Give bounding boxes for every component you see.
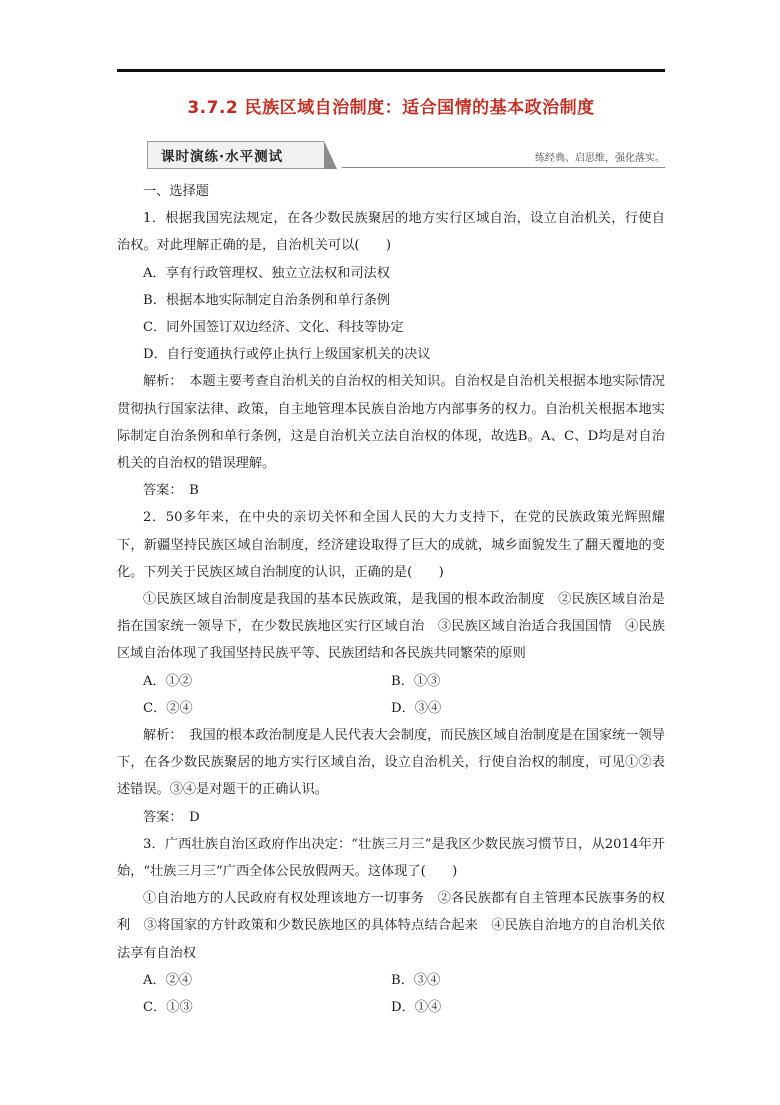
question-2-option-a: A．①②: [143, 673, 193, 689]
question-3-statements: ①自治地方的人民政府有权处理该地方一切事务 ②各民族都有自主管理本民族事务的权利 ③将国家的方针政策和少数民族地区的具体特点结合起来 ④民族自治地方的自治机关依法享有自治权: [117, 891, 665, 961]
question-3-stem: 3．广西壮族自治区政府作出决定：“壮族三月三”是我区少数民族习惯节日，从2014年开始，“壮族三月三”广西全体公民放假两天。这体现了( ): [117, 836, 665, 880]
document-body: [117, 178, 665, 1021]
page-title: 3.7.2 民族区域自治制度：适合国情的基本政治制度: [187, 98, 595, 118]
top-rule: [117, 69, 665, 72]
question-3-option-b: B．③④: [391, 972, 441, 988]
question-1-analysis: 解析： 本题主要考查自治机关的自治权的相关知识。自治权是自治机关根据本地实际情况贯彻执行国家法律、政策，自主地管理本民族自治地方内部事务的权力。自治机关根据本地实际制定自治条例和单行条例，这是自治机关立法自治权的体现，故选B。A、C、D均是对自治机关的自治权的错误理解。: [117, 374, 665, 472]
banner-divider: [342, 167, 665, 168]
question-3-option-a: A．②④: [143, 972, 193, 988]
question-1-answer: 答案： B: [143, 483, 199, 499]
section-banner: [117, 138, 665, 170]
question-2-option-c: C．②④: [143, 700, 193, 716]
question-2-option-d: D．③④: [391, 700, 442, 716]
question-3-options-row-1: [117, 967, 665, 994]
question-3-option-c: C．①③: [143, 1000, 193, 1016]
question-1-option-a: A．享有行政管理权、独立立法权和司法权: [143, 265, 390, 281]
banner-label: 课时演练·水平测试: [161, 149, 284, 165]
question-2-statements: ①民族区域自治制度是我国的基本民族政策，是我国的根本政治制度 ②民族区域自治是指在国家统一领导下，在少数民族地区实行区域自治 ③民族区域自治适合我国国情 ④民族区域自治体现了我国坚持民族平等、民族团结和各民族共同繁荣的原则: [117, 592, 665, 662]
question-3-option-d: D．①④: [391, 1000, 442, 1016]
question-1-option-c: C．同外国签订双边经济、文化、科技等协定: [143, 320, 404, 336]
question-2-options-row-2: [117, 695, 665, 722]
banner-slogan: 练经典、启思维，强化落实。: [535, 153, 665, 164]
question-3-options-row-2: [117, 994, 665, 1021]
question-1-stem: 1．根据我国宪法规定，在各少数民族聚居的地方实行区域自治，设立自治机关，行使自治权。对此理解正确的是，自治机关可以( ): [117, 211, 665, 254]
question-2-answer: 答案： D: [143, 809, 200, 825]
question-2-analysis: 解析： 我国的根本政治制度是人民代表大会制度，而民族区域自治制度是在国家统一领导下，在各少数民族聚居的地方实行区域自治，设立自治机关，行使自治权的制度，可见①②表述错误。③④是对题干的正确认识。: [117, 728, 665, 798]
section-heading: 一、选择题: [143, 184, 209, 199]
question-1-option-d: D．自行变通执行或停止执行上级国家机关的决议: [143, 347, 431, 363]
question-2-stem: 2．50多年来，在中央的亲切关怀和全国人民的大力支持下，在党的民族政策光辉照耀下，新疆坚持民族区域自治制度，经济建设取得了巨大的成就，城乡面貌发生了翻天覆地的变化。下列关于民族区域自治制度的认识，正确的是( ): [117, 510, 665, 580]
question-2-option-b: B．①③: [391, 673, 441, 689]
question-2-options-row-1: [117, 668, 665, 695]
question-1-option-b: B．根据本地实际制定自治条例和单行条例: [143, 292, 391, 308]
